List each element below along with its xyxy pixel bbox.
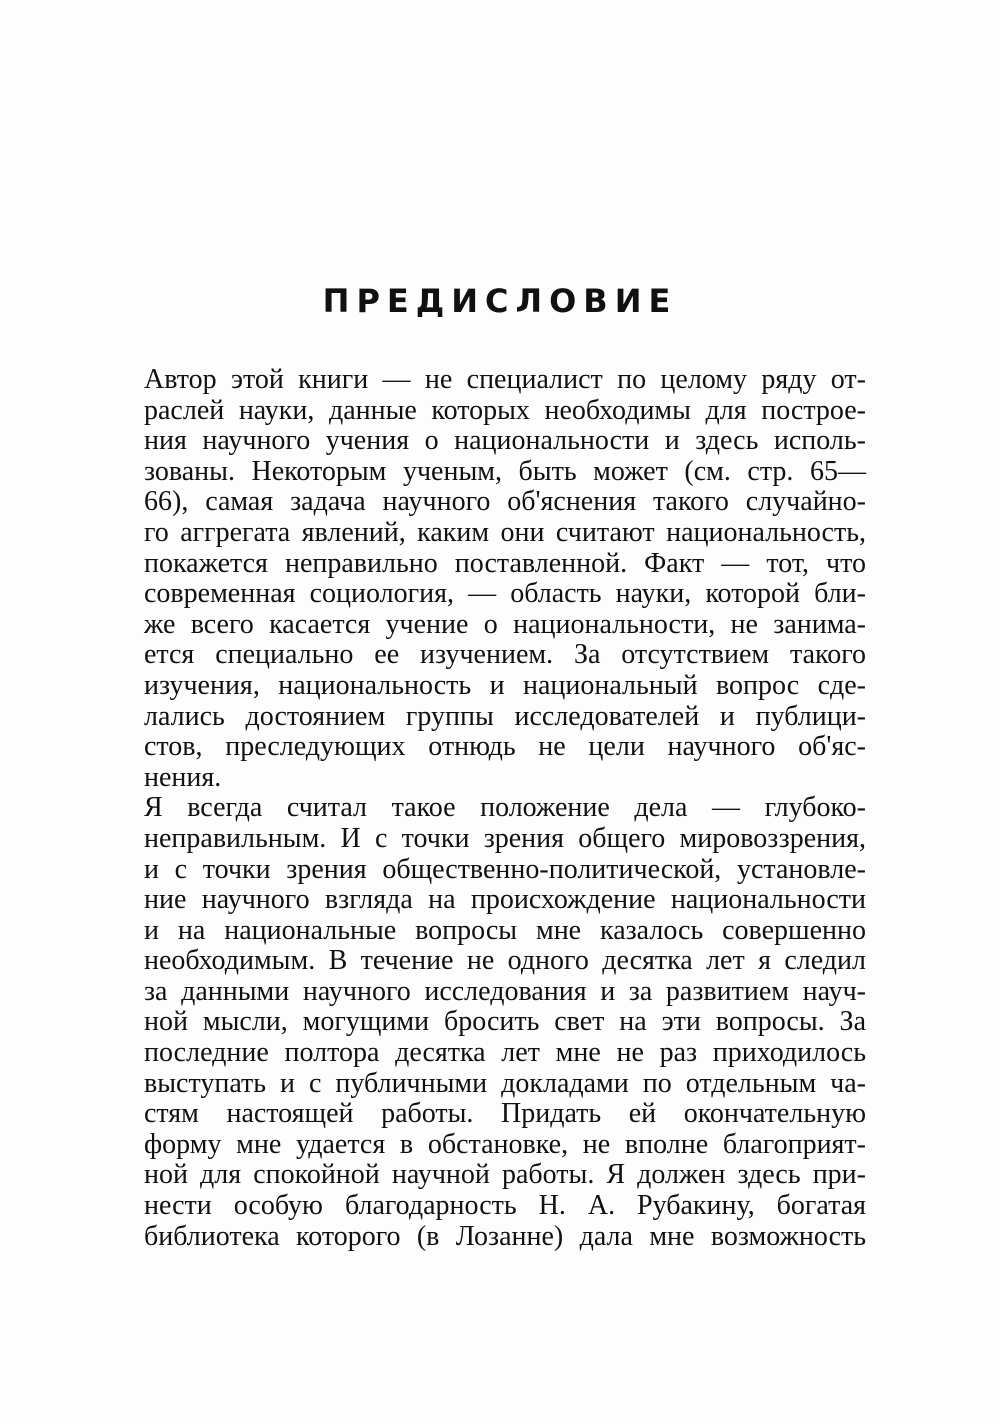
text-line: ется специально ее изучением. За отсутствием такого [144, 639, 866, 671]
text-line: Автор этой книги — не специалист по целому ряду от- [144, 364, 866, 395]
text-line: стям настоящей работы. Придать ей окончательную [144, 1098, 866, 1130]
paragraph-2 [118, 793, 866, 1252]
text-line: нения. [144, 761, 222, 793]
text-line: лались достоянием группы исследователей и публици- [144, 700, 866, 732]
text-line: форму мне удается в обстановке, не вполне благоприят- [144, 1128, 866, 1160]
text-line: го аггрегата явлений, каким они считают национальность, [144, 516, 866, 548]
text-line: нести особую благодарность Н. А. Рубакину, богатая [144, 1190, 866, 1222]
text-line: последние полтора десятка лет мне не раз приходилось [144, 1037, 866, 1069]
text-line: за данными научного исследования и за развитием науч- [144, 975, 866, 1007]
paragraph-1 [118, 365, 866, 793]
text-line: необходимым. В течение не одного десятка лет я следил [144, 945, 866, 977]
text-line: стов, преследующих отнюдь не цели научного об'яс- [144, 731, 866, 763]
text-line: изучения, национальность и национальный вопрос сде- [144, 669, 866, 701]
text-line: библиотека которого (в Лозанне) дала мне возможность [144, 1220, 866, 1252]
text-line: ной для спокойной научной работы. Я должен здесь при- [144, 1159, 866, 1191]
text-line: современная социология, — область науки, которой бли- [144, 578, 866, 610]
text-line: ние научного взгляда на происхождение национальности [144, 884, 866, 916]
text-line: раслей науки, данные которых необходимы для построе- [144, 394, 866, 426]
text-line: Я всегда считал такое положение дела — глубоко- [144, 792, 866, 824]
text-line: 66), самая задача научного об'яснения такого случайно- [144, 486, 866, 518]
text-line: ния научного учения о национальности и здесь исполь- [144, 425, 866, 457]
text-line: зованы. Некоторым ученым, быть может (см. стр. 65— [144, 455, 866, 487]
text-line: неправильным. И с точки зрения общего мировоззрения, [144, 822, 866, 854]
page-title: ПРЕДИСЛОВИЕ [322, 282, 678, 320]
text-line: же всего касается учение о национальности, не занима- [144, 608, 866, 640]
text-line: покажется неправильно поставленной. Факт — тот, что [144, 547, 866, 579]
preface-body [118, 365, 866, 1252]
text-line: и на национальные вопросы мне казалось совершенно [144, 914, 866, 946]
text-line: ной мысли, могущими бросить свет на эти вопросы. За [144, 1006, 866, 1038]
text-line: выступать и с публичными докладами по отдельным ча- [144, 1067, 866, 1099]
text-line: и с точки зрения общественно-политической, установле- [144, 853, 866, 885]
